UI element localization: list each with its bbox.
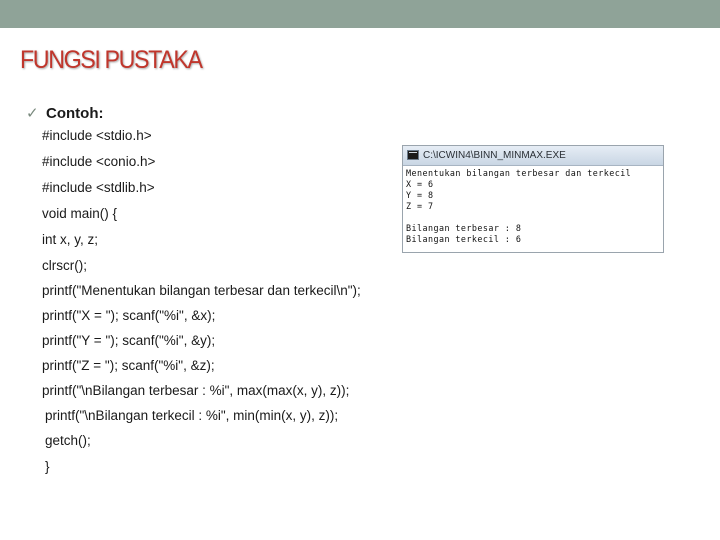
bullet-label: Contoh: (46, 105, 104, 122)
code-line: } (45, 459, 50, 474)
console-title: C:\ICWIN4\BINN_MINMAX.EXE (423, 150, 566, 161)
checkmark-bullet-icon: ✓ (26, 105, 39, 122)
console-output-line: X = 6 (406, 179, 434, 189)
code-line: printf("Y = "); scanf("%i", &y); (42, 333, 216, 348)
code-line: printf("\nBilangan terkecil : %i", min(min(x, y), z)); (45, 408, 339, 423)
code-line: #include <stdio.h> (42, 128, 152, 143)
code-line: clrscr(); (42, 258, 87, 273)
console-output-line: Bilangan terbesar : 8 (406, 223, 522, 233)
code-line: #include <conio.h> (42, 154, 156, 169)
console-titlebar (403, 146, 663, 166)
console-window-screenshot (402, 145, 664, 253)
code-line: printf("Z = "); scanf("%i", &z); (42, 358, 215, 373)
top-decorative-band (0, 0, 720, 28)
console-output-line: Menentukan bilangan terbesar dan terkecil (406, 168, 632, 178)
console-app-icon (407, 150, 419, 160)
code-line: printf("\nBilangan terbesar : %i", max(max(x, y), z)); (42, 383, 350, 398)
code-line: printf("Menentukan bilangan terbesar dan terkecil\n"); (42, 283, 361, 298)
code-line: getch(); (45, 433, 91, 448)
console-output (403, 166, 663, 253)
code-line: #include <stdlib.h> (42, 180, 155, 195)
code-line: void main() { (42, 206, 118, 221)
code-line: int x, y, z; (42, 232, 99, 247)
console-output-line: Z = 7 (406, 201, 434, 211)
console-output-line: Y = 8 (406, 190, 434, 200)
code-line: printf("X = "); scanf("%i", &x); (42, 308, 216, 323)
console-output-line: Bilangan terkecil : 6 (406, 234, 522, 244)
slide-title: FUNGSI PUSTAKA (20, 46, 202, 74)
